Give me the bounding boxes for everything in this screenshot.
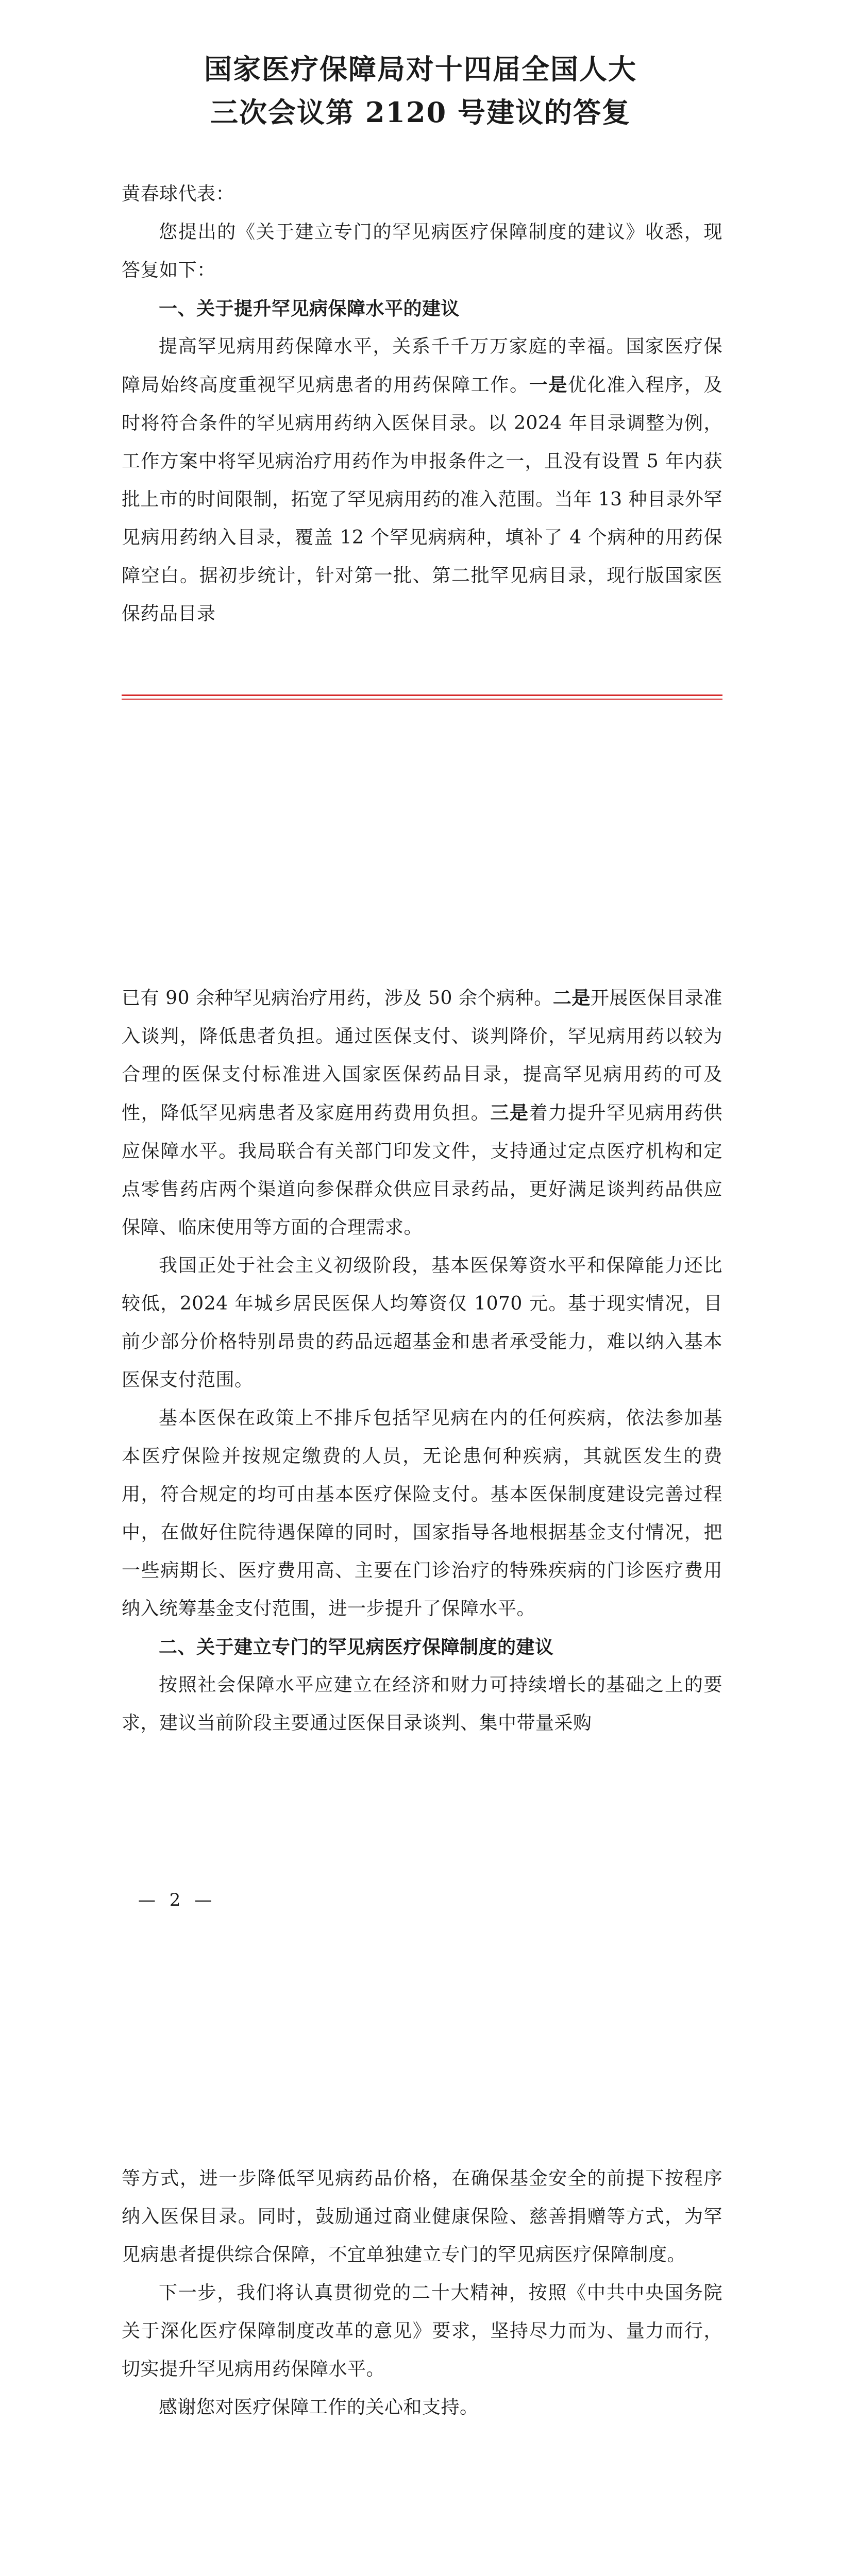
page3-body [122, 2160, 722, 2427]
page1-body [122, 175, 722, 633]
next-steps-paragraph: 下一步，我们将认真贯彻党的二十大精神，按照《中共中央国务院关于深化医疗保障制度改革的意见》要求，坚持尽力而为、量力而行，切实提升罕见病用药保障水平。 [122, 2282, 722, 2380]
section2-paragraph1-continued: 等方式，进一步降低罕见病药品价格，在确保基金安全的前提下按程序纳入医保目录。同时，鼓励通过商业健康保险、慈善捐赠等方式，为罕见病患者提供综合保障，不宜单独建立专门的罕见病医疗保障制度。 [122, 2168, 722, 2265]
section1-paragraph1-continued [122, 979, 722, 1247]
intro-paragraph: 您提出的《关于建立专门的罕见病医疗保障制度的建议》收悉，现答复如下： [122, 222, 722, 281]
page2-body [122, 979, 722, 1742]
para1-text-a: 提高罕见病用药保障水平，关系千千万万家庭的幸福。国家医疗保障局始终高度重视罕见病患者的用药保障工作。 [122, 336, 722, 396]
closing-paragraph: 感谢您对医疗保障工作的关心和支持。 [159, 2397, 479, 2418]
salutation: 黄春球代表： [122, 183, 235, 205]
page-separator-line-secondary [122, 699, 722, 700]
para1-keyword-one: 一是 [529, 374, 568, 396]
page-separator-line [122, 694, 722, 696]
section1-paragraph2: 我国正处于社会主义初级阶段，基本医保筹资水平和保障能力还比较低，2024 年城乡居民医保人均筹资仅 1070 元。基于现实情况，目前少部分价格特别昂贵的药品远超基金和患者承受能力，难以纳入基本医保支付范围。 [122, 1255, 722, 1391]
para1-keyword-two: 二是 [552, 987, 591, 1009]
section1-paragraph3: 基本医保在政策上不排斥包括罕见病在内的任何疾病，依法参加基本医疗保险并按规定缴费的人员，无论患何种疾病，其就医发生的费用，符合规定的均可由基本医疗保险支付。基本医保制度建设完善过程中，在做好住院待遇保障的同时，国家指导各地根据基金支付情况，把一些病期长、医疗费用高、主要在门诊治疗的特殊疾病的门诊医疗费用纳入统筹基金支付范围，进一步提升了保障水平。 [122, 1408, 722, 1619]
document-title-line1: 国家医疗保障局对十四届全国人大 [204, 53, 637, 86]
page-number-2: — 2 — [138, 1890, 216, 1910]
section2-paragraph1: 按照社会保障水平应建立在经济和财力可持续增长的基础之上的要求，建议当前阶段主要通过医保目录谈判、集中带量采购 [122, 1674, 722, 1734]
section2-heading: 二、关于建立专门的罕见病医疗保障制度的建议 [159, 1636, 554, 1658]
section1-heading: 一、关于提升罕见病保障水平的建议 [159, 298, 460, 319]
document-title-line2: 三次会议第 2120 号建议的答复 [210, 96, 631, 129]
para1-cont-text-e: 着力提升罕见病用药供应保障水平。我局联合有关部门印发文件，支持通过定点医疗机构和定点零售药店两个渠道向参保群众供应目录药品，更好满足谈判药品供应保障、临床使用等方面的合理需求。 [122, 1103, 722, 1238]
para1-keyword-three: 三是 [490, 1102, 529, 1124]
section1-paragraph1 [122, 328, 722, 633]
para1-text-c: 优化准入程序，及时将符合条件的罕见病用药纳入医保目录。以 2024 年目录调整为例，工作方案中将罕见病治疗用药作为申报条件之一，且没有设置 5 年内获批上市的时间限制，拓宽了罕见病用药的准入范围。当年 13 种目录外罕见病用药纳入目录，覆盖 12 个罕见病病种，填补了 4 个病种的用药保障空白。据初步统计，针对第一批、第二批罕见病目录，现行版国家医保药品目录 [122, 375, 722, 624]
para1-cont-text-c: 开展医保目录准入谈判，降低患者负担。通过医保支付、谈判降价，罕见病用药以较为合理的医保支付标准进入国家医保药品目录，提高罕见病用药的可及性，降低罕见病患者及家庭用药费用负担。 [122, 988, 722, 1124]
para1-cont-text-a: 已有 90 余种罕见病治疗用药，涉及 50 余个病种。 [122, 988, 553, 1009]
